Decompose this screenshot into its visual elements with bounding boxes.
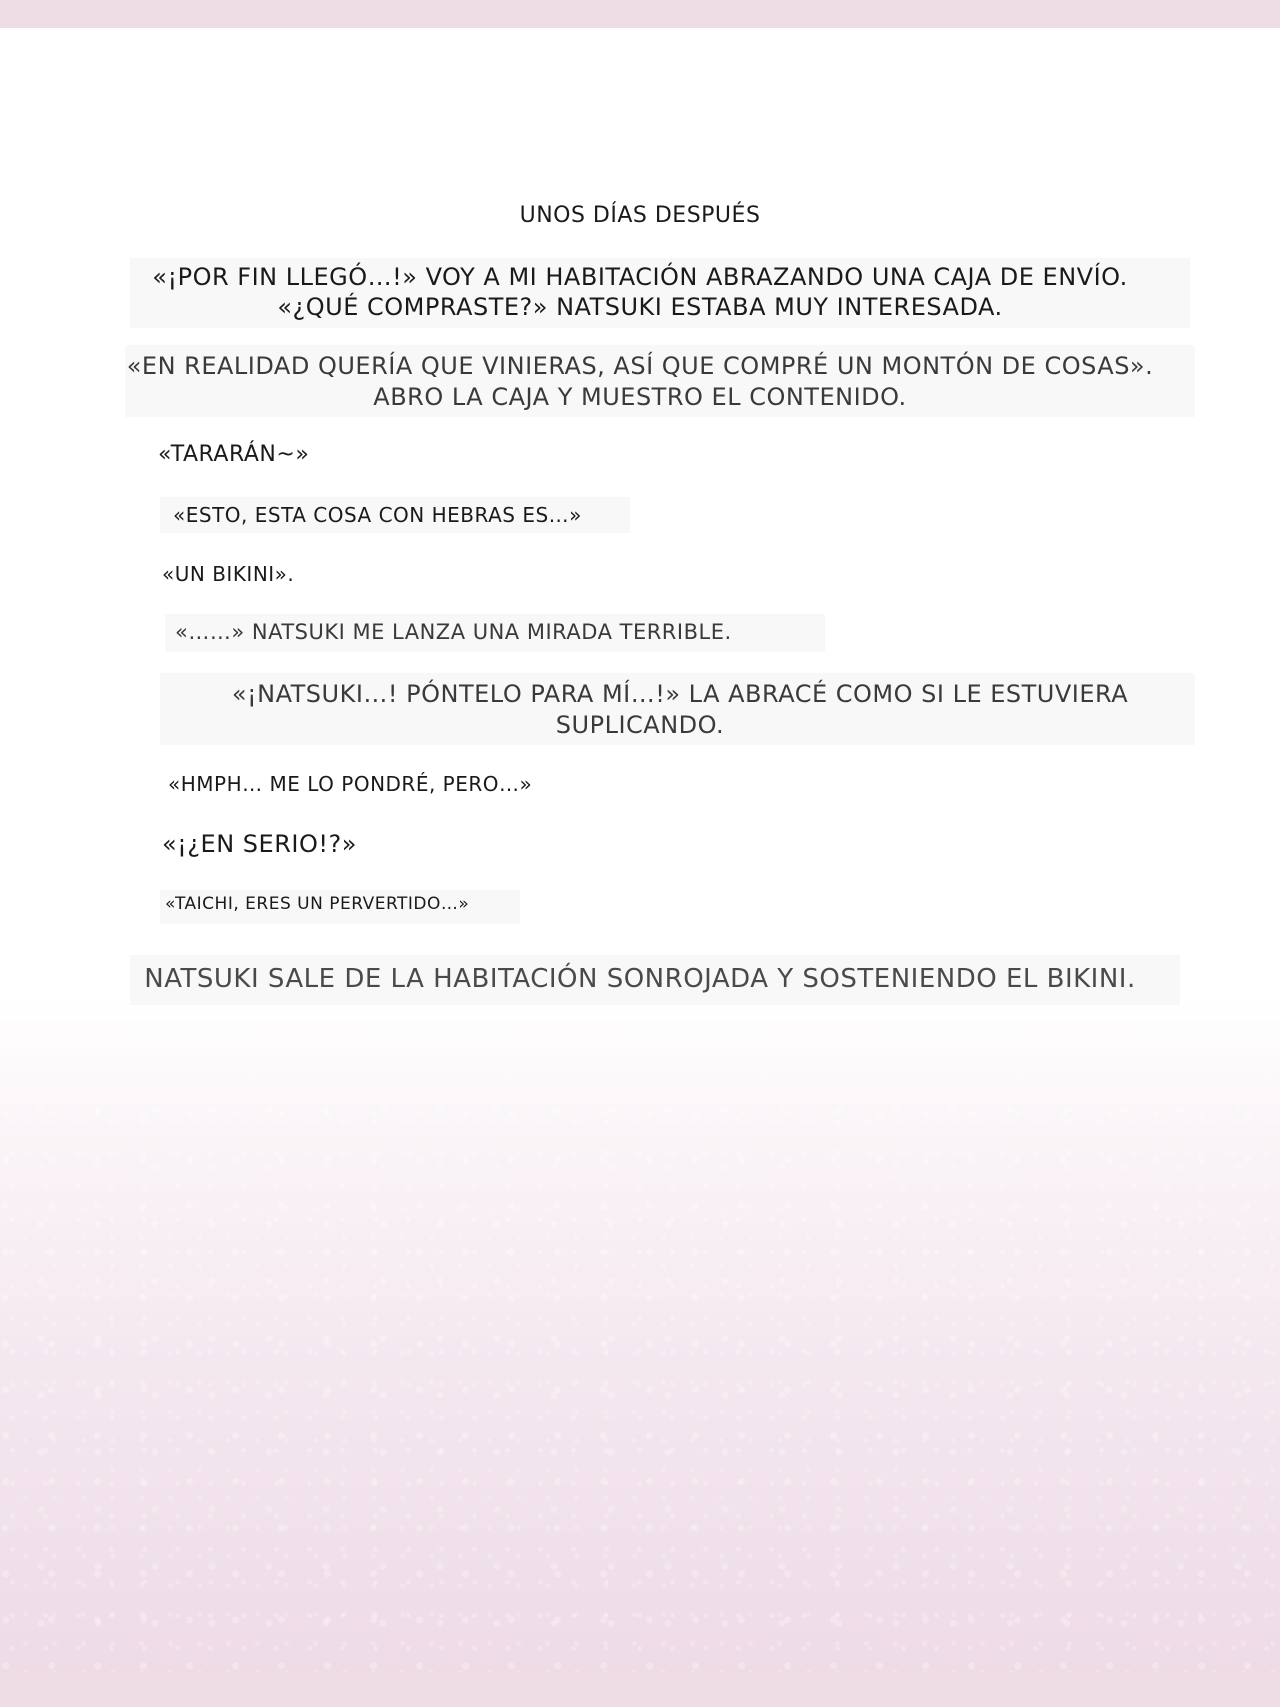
glare-line: «……» NATSUKI ME LANZA UNA MIRADA TERRIBLE. (175, 620, 732, 644)
pervert-line: «TAICHI, ERES UN PERVERTIDO…» (165, 894, 470, 914)
serious-line: «¡¿EN SERIO!?» (162, 830, 357, 858)
plea-line-1: «¡NATSUKI…! PÓNTELO PARA MÍ…!» LA ABRACÉ COMO SI LE ESTUVIERA (231, 680, 1129, 708)
reveal-line-1: «EN REALIDAD QUERÍA QUE VINIERAS, ASÍ QUE COMPRÉ UN MONTÓN DE COSAS». (126, 352, 1154, 380)
top-border-band (0, 0, 1280, 28)
time-skip-caption: UNOS DÍAS DESPUÉS (519, 203, 761, 228)
plea-line-2: SUPLICANDO. (555, 711, 725, 739)
reveal-line-2: ABRO LA CAJA Y MUESTRO EL CONTENIDO. (373, 383, 907, 411)
bottom-border-band (0, 1672, 1280, 1707)
arrival-line-1: «¡POR FIN LLEGÓ…!» VOY A MI HABITACIÓN ABRAZANDO UNA CAJA DE ENVÍO. (152, 263, 1128, 291)
hmph-line: «HMPH… ME LO PONDRÉ, PERO…» (168, 772, 533, 796)
strings-line: «ESTO, ESTA COSA CON HEBRAS ES…» (173, 503, 582, 527)
sparkle-texture (0, 1100, 1280, 1672)
exit-line: NATSUKI SALE DE LA HABITACIÓN SONROJADA Y SOSTENIENDO EL BIKINI. (144, 964, 1136, 994)
arrival-line-2: «¿QUÉ COMPRASTE?» NATSUKI ESTABA MUY INTERESADA. (277, 293, 1003, 321)
tarara-line: «TARARÁN~» (158, 442, 310, 467)
bikini-line: «UN BIKINI». (162, 562, 295, 586)
